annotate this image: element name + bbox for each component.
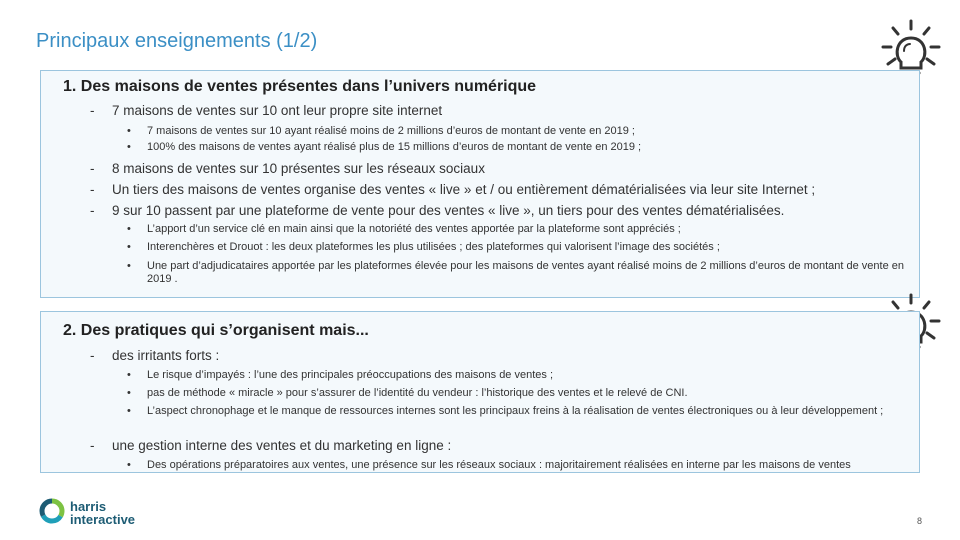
logo-wordmark — [70, 500, 135, 526]
bullet-marker: • — [127, 369, 131, 381]
list-marker: - — [90, 182, 95, 197]
list-item-text: Des opérations préparatoires aux ventes, une présence sur les réseaux sociaux : majoritairement réalisées en interne par les maisons de ventes — [147, 459, 851, 471]
list-item — [90, 348, 220, 363]
list-item — [127, 459, 917, 472]
list-item-text: Une part d’adjudicataires apportée par les plateformes élevée pour les maisons de ventes ayant réalisé moins de 2 millions d’euros de montant de vente en 2019 . — [147, 260, 904, 285]
list-item — [127, 369, 917, 382]
list-item-text: 7 maisons de ventes sur 10 ayant réalisé moins de 2 millions d’euros de montant de vente en 2019 ; — [147, 125, 635, 137]
harris-interactive-logo-icon — [38, 497, 66, 525]
list-item — [90, 103, 443, 118]
list-item-text: 9 sur 10 passent par une plateforme de vente pour des ventes « live », un tiers pour des ventes dématérialisées. — [112, 203, 785, 218]
section-2-heading: 2. Des pratiques qui s’organisent mais... — [63, 322, 369, 339]
list-item-text: Interenchères et Drouot : les deux plateformes les plus utilisées ; des plateformes qui valorisent l’image des sociétés ; — [147, 241, 720, 253]
list-item — [90, 438, 452, 453]
list-marker: - — [90, 103, 95, 118]
bullet-marker: • — [127, 260, 131, 272]
list-item — [90, 182, 816, 197]
list-item-text: des irritants forts : — [112, 348, 220, 363]
list-marker: - — [90, 203, 95, 218]
list-item — [127, 260, 917, 286]
list-item-text: 100% des maisons de ventes ayant réalisé plus de 15 millions d’euros de montant de vente en 2019 ; — [147, 141, 642, 153]
list-item — [127, 125, 917, 138]
list-marker: - — [90, 348, 95, 363]
list-marker: - — [90, 438, 95, 453]
section-1-box — [40, 70, 920, 298]
list-item — [90, 161, 485, 176]
list-item — [127, 241, 917, 254]
list-item-text: 8 maisons de ventes sur 10 présentes sur les réseaux sociaux — [112, 161, 485, 176]
list-item-text: L’aspect chronophage et le manque de ressources internes sont les principaux freins à la réalisation de ventes électroniques ou à leur développement ; — [147, 405, 884, 417]
logo-line-2: interactive — [70, 512, 136, 527]
page-number: 8 — [916, 516, 922, 526]
section-2-box — [40, 311, 920, 473]
list-item — [127, 223, 917, 236]
bullet-marker: • — [127, 241, 131, 253]
section-1-heading: 1. Des maisons de ventes présentes dans l’univers numérique — [63, 78, 537, 95]
bullet-marker: • — [127, 223, 131, 235]
bullet-marker: • — [127, 405, 131, 417]
list-marker: - — [90, 161, 95, 176]
bullet-marker: • — [127, 141, 131, 153]
bullet-marker: • — [127, 459, 131, 471]
list-item-text: pas de méthode « miracle » pour s’assurer de l’identité du vendeur : l’historique des ventes et le relevé de CNI. — [147, 387, 688, 399]
logo-line-1: harris — [70, 499, 107, 514]
list-item-text: 7 maisons de ventes sur 10 ont leur propre site internet — [112, 103, 443, 118]
list-item — [127, 141, 917, 154]
bullet-marker: • — [127, 125, 131, 137]
page-title: Principaux enseignements (1/2) — [36, 30, 318, 52]
list-item-text: L’apport d’un service clé en main ainsi que la notoriété des ventes apportée par la plateforme sont appréciés ; — [147, 223, 681, 235]
list-item — [90, 203, 785, 218]
list-item — [127, 405, 917, 418]
list-item-text: Le risque d’impayés : l’une des principales préoccupations des maisons de ventes ; — [147, 369, 554, 381]
list-item-text: une gestion interne des ventes et du marketing en ligne : — [112, 438, 452, 453]
list-item — [127, 387, 917, 400]
list-item-text: Un tiers des maisons de ventes organise des ventes « live » et / ou entièrement dématérialisées via leur site Internet ; — [112, 182, 816, 197]
bullet-marker: • — [127, 387, 131, 399]
